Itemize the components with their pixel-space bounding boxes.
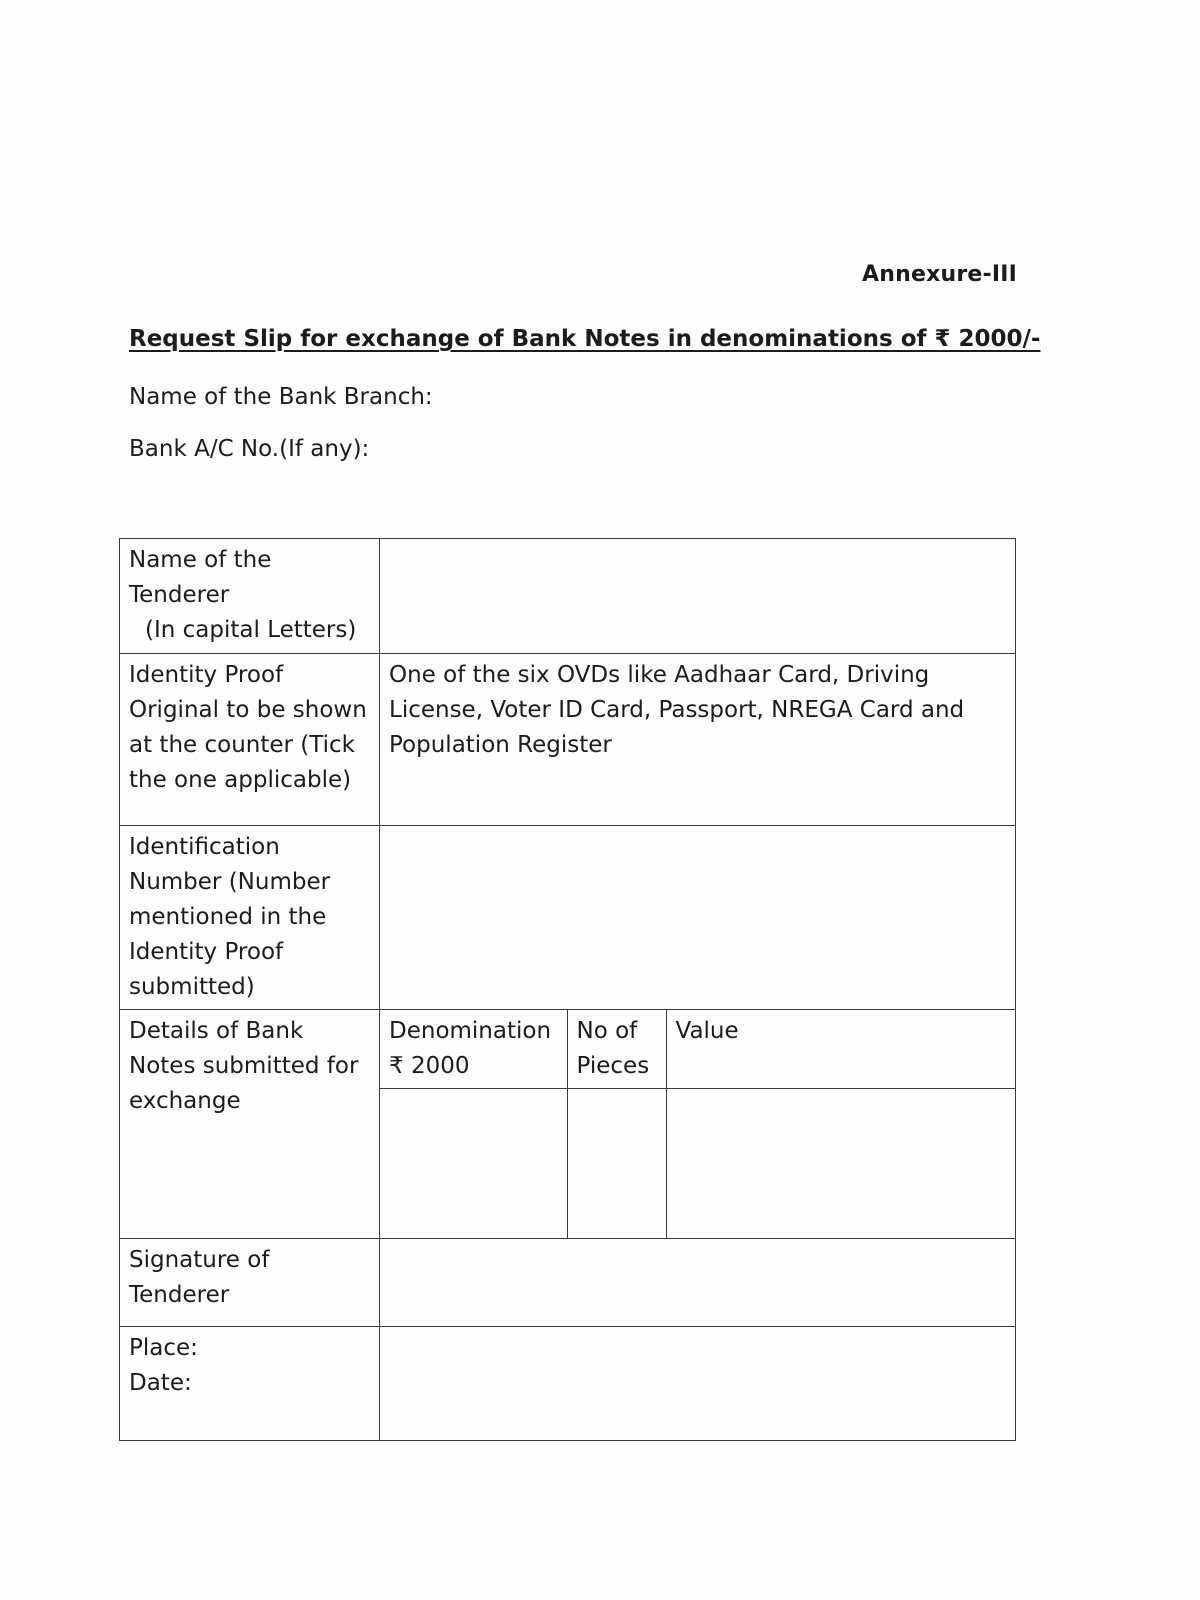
identification-number-label: Identification Number (Number mentioned in the Identity Proof submitted): [120, 826, 380, 1010]
row-bank-notes: [120, 1010, 1016, 1239]
date-label: Date:: [129, 1369, 192, 1396]
signature-value[interactable]: [380, 1238, 1016, 1326]
row-identity-proof: [120, 654, 1016, 826]
place-label: Place:: [129, 1334, 198, 1361]
row-identification-number: [120, 826, 1016, 1010]
tenderer-name-value[interactable]: [380, 539, 1016, 654]
slip-title: Request Slip for exchange of Bank Notes in denominations of ₹ 2000/-: [129, 326, 1041, 352]
request-form-table: [119, 538, 1016, 1441]
bank-account-field: Bank A/C No.(If any):: [129, 436, 370, 462]
row-signature: [120, 1238, 1016, 1326]
identification-number-value[interactable]: [380, 826, 1016, 1010]
denomination-cell[interactable]: [380, 1089, 567, 1238]
bank-notes-label: Details of Bank Notes submitted for exchange: [120, 1010, 380, 1239]
value-header: Value: [666, 1010, 1015, 1089]
place-date-value[interactable]: [380, 1326, 1016, 1440]
bank-notes-subtable: [380, 1010, 1015, 1238]
identity-proof-label: Identity Proof Original to be shown at the counter (Tick the one applicable): [120, 654, 380, 826]
pieces-cell[interactable]: [567, 1089, 666, 1238]
signature-label: Signature of Tenderer: [120, 1238, 380, 1326]
denomination-header: Denomination ₹ 2000: [380, 1010, 567, 1089]
place-date-label: [120, 1326, 380, 1440]
identity-proof-value[interactable]: One of the six OVDs like Aadhaar Card, Driving License, Voter ID Card, Passport, NREGA Card and Population Register: [380, 654, 1016, 826]
pieces-header: No of Pieces: [567, 1010, 666, 1089]
row-tenderer-name: [120, 539, 1016, 654]
row-place-date: [120, 1326, 1016, 1440]
tenderer-name-label: Name of the Tenderer (In capital Letters): [120, 539, 380, 654]
value-cell[interactable]: [666, 1089, 1015, 1238]
bank-notes-details: [380, 1010, 1016, 1239]
annexure-label: Annexure-III: [862, 262, 1017, 287]
bank-branch-field: Name of the Bank Branch:: [129, 384, 433, 410]
